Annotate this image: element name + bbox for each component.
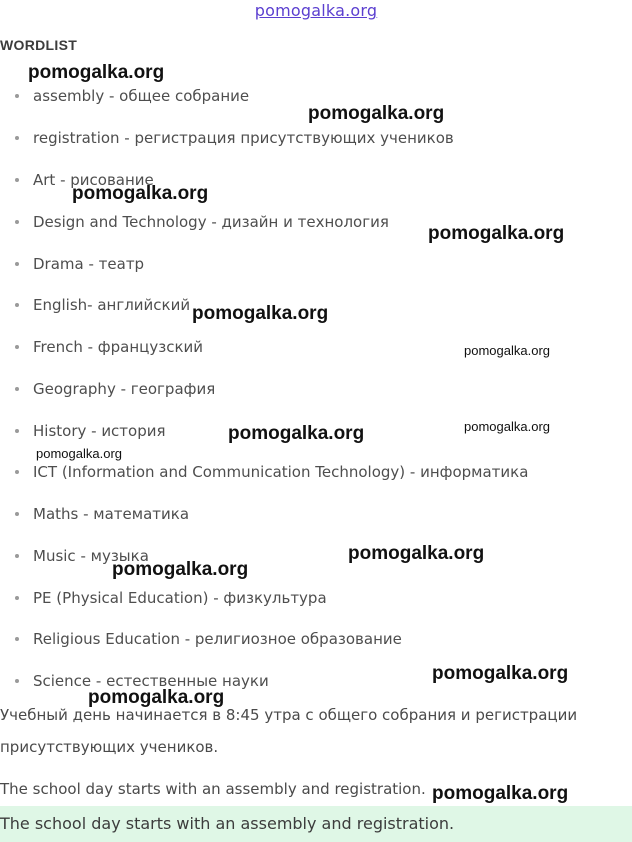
paragraph-ru-line1: Учебный день начинается в 8:45 утра с общего собрания и регистрации [0, 706, 578, 724]
bullet-icon [15, 94, 19, 98]
list-item-text: Art - рисование [33, 171, 154, 189]
bullet-icon [15, 178, 19, 182]
bullet-icon [15, 679, 19, 683]
watermark: pomogalka.org [228, 423, 365, 444]
site-link[interactable]: pomogalka.org [254, 1, 378, 20]
bullet-icon [15, 554, 19, 558]
watermark: pomogalka.org [432, 783, 569, 804]
watermark: pomogalka.org [348, 543, 485, 564]
watermark: pomogalka.org [112, 559, 249, 580]
list-item-text: Religious Education - религиозное образование [33, 630, 402, 648]
list-item-text: Science - естественные науки [33, 672, 269, 690]
list-item-text: PE (Physical Education) - физкультура [33, 589, 327, 607]
list-item-text: History - история [33, 422, 166, 440]
watermark: pomogalka.org [428, 223, 565, 244]
list-item-text: Geography - география [33, 380, 216, 398]
watermark: pomogalka.org [88, 687, 225, 708]
watermark: pomogalka.org [72, 183, 209, 204]
bullet-icon [15, 303, 19, 307]
bullet-icon [15, 429, 19, 433]
list-item-text: English- английский [33, 296, 191, 314]
list-item-text: Drama - театр [33, 255, 145, 273]
watermark: pomogalka.org [432, 663, 569, 684]
watermark: pomogalka.org [192, 303, 329, 324]
wordlist-heading: WORDLIST [0, 37, 78, 53]
watermark: pomogalka.org [28, 62, 165, 83]
bullet-icon [15, 220, 19, 224]
paragraph-en: The school day starts with an assembly and registration. [0, 780, 426, 798]
watermark: pomogalka.org [464, 343, 550, 358]
bullet-icon [15, 136, 19, 140]
paragraph-ru-line2: присутствующих учеников. [0, 738, 219, 756]
bullet-icon [15, 596, 19, 600]
bullet-icon [15, 345, 19, 349]
bullet-icon [15, 637, 19, 641]
list-item-text: French - французский [33, 338, 204, 356]
list-item-text: assembly - общее собрание [33, 87, 250, 105]
bullet-icon [15, 470, 19, 474]
bullet-icon [15, 262, 19, 266]
list-item-text: Maths - математика [33, 505, 190, 523]
list-item-text: Music - музыка [33, 547, 149, 565]
list-item-text: Design and Technology - дизайн и технология [33, 213, 389, 231]
bullet-icon [15, 387, 19, 391]
list-item-text: registration - регистрация присутствующих учеников [33, 129, 454, 147]
watermark: pomogalka.org [36, 446, 122, 461]
list-item-text: ICT (Information and Communication Technology) - информатика [33, 463, 529, 481]
highlighted-sentence-text: The school day starts with an assembly and registration. [0, 814, 455, 833]
bullet-icon [15, 512, 19, 516]
watermark: pomogalka.org [464, 419, 550, 434]
highlighted-sentence [0, 806, 632, 842]
watermark: pomogalka.org [308, 103, 445, 124]
